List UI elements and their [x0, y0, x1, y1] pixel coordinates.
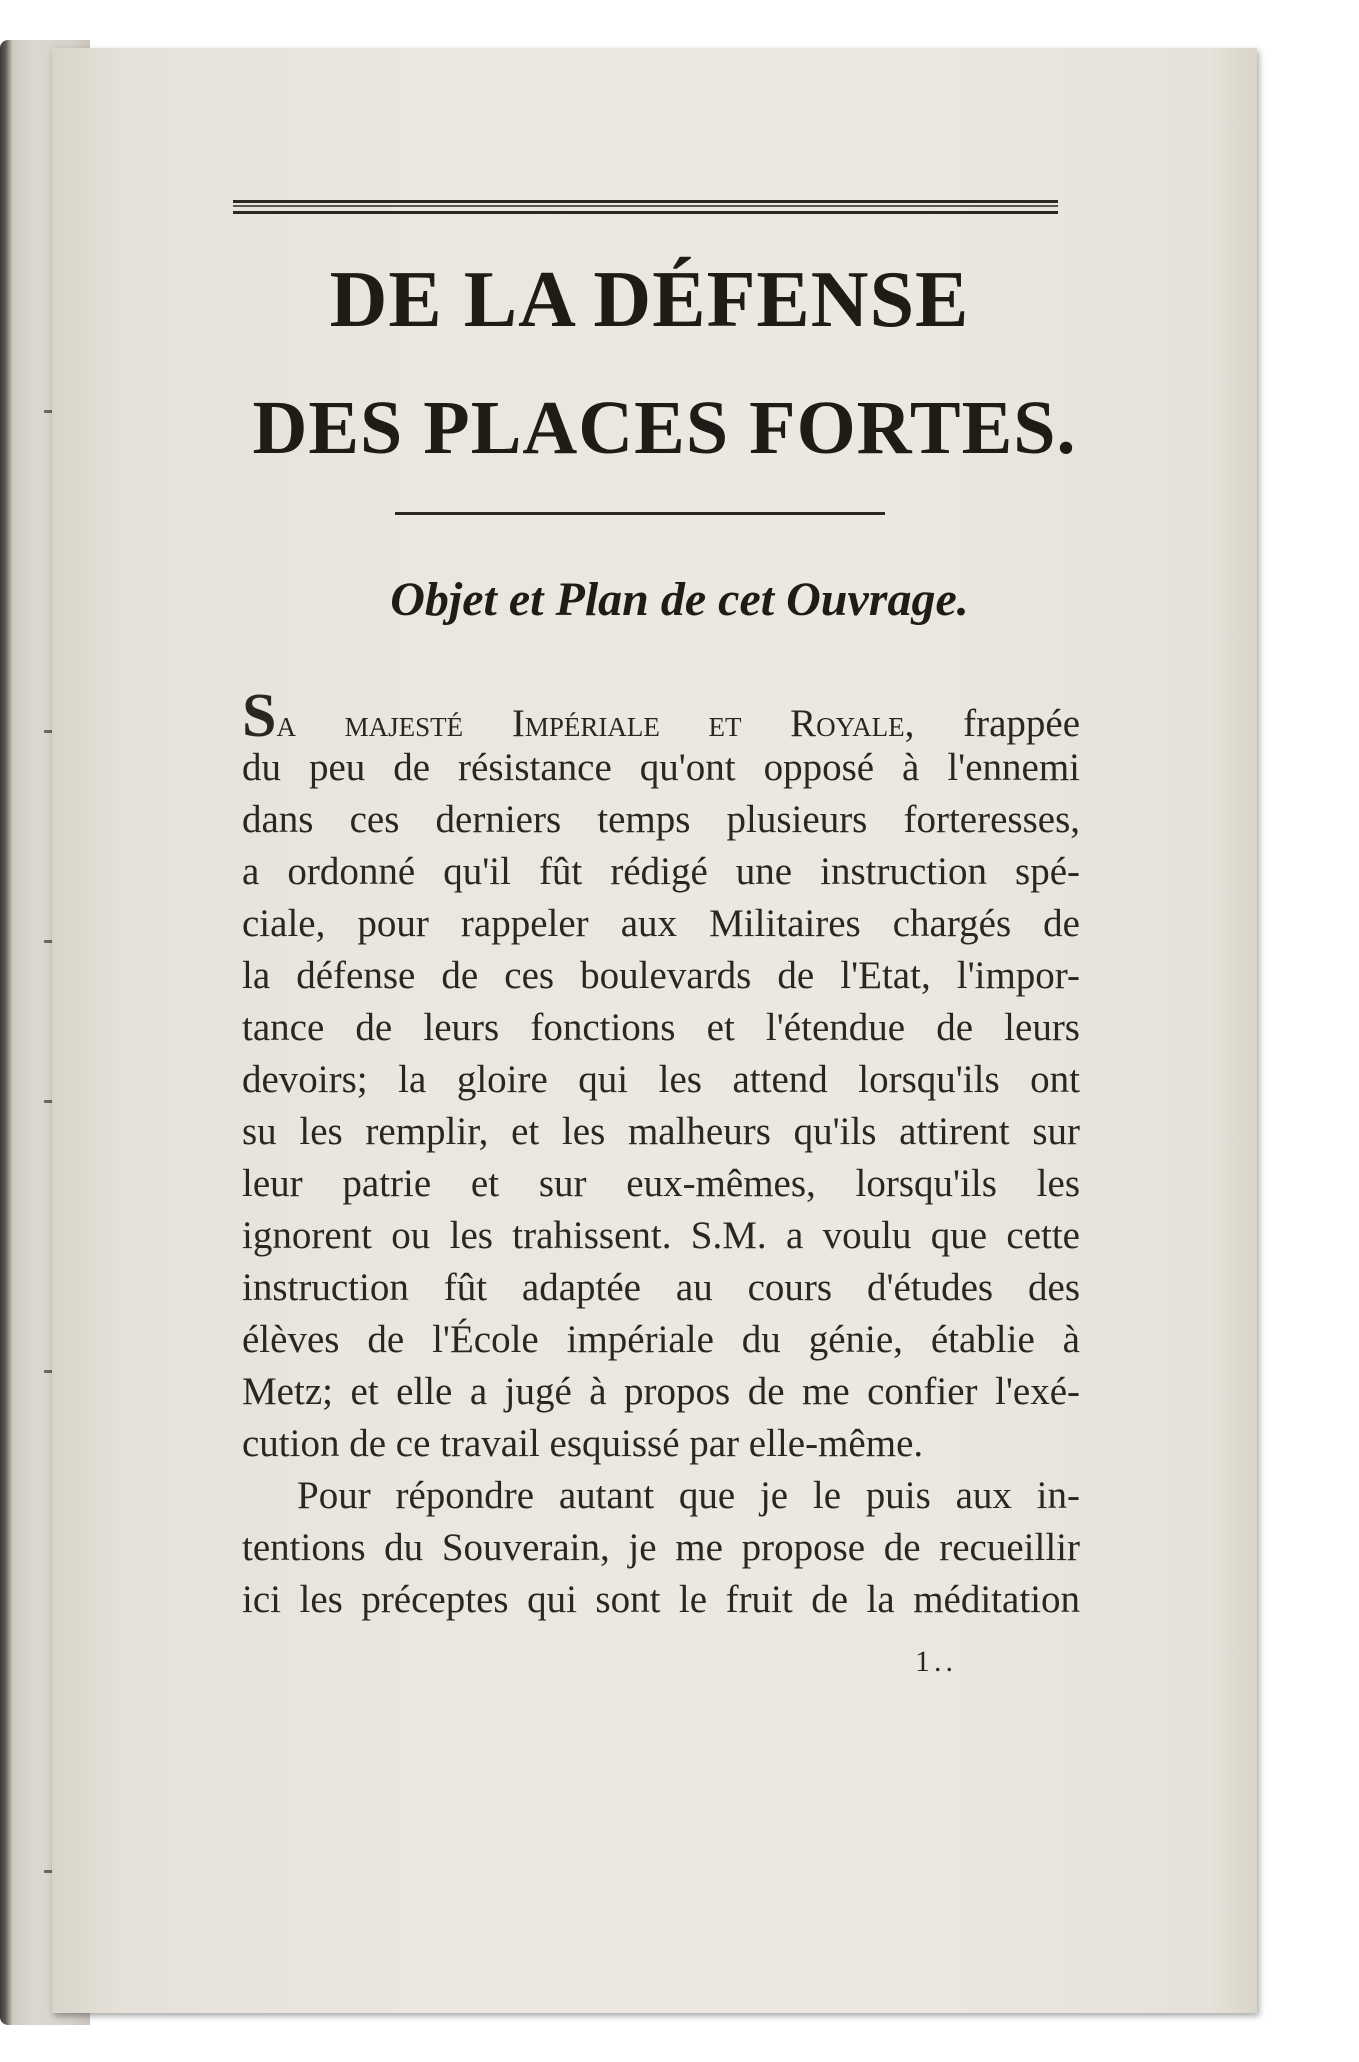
drop-cap: S [242, 682, 277, 750]
body-line: leur patrie et sur eux-mêmes, lorsqu'ils les [242, 1162, 1080, 1205]
body-line: Metz; et elle a jugé à propos de me confier l'exé- [242, 1370, 1080, 1413]
body-line: su les remplir, et les malheurs qu'ils attirent sur [242, 1110, 1080, 1153]
title-line-1: DE LA DÉFENSE [329, 256, 970, 344]
body-line: tentions du Souverain, je me propose de recueillir [242, 1526, 1080, 1569]
body-line: du peu de résistance qu'ont opposé à l'ennemi [242, 746, 1080, 789]
body-line: ici les préceptes qui sont le fruit de la méditation [242, 1578, 1080, 1621]
header-double-rule [233, 200, 1058, 214]
body-line: instruction fût adaptée au cours d'études des [242, 1266, 1080, 1309]
body-line: Pour répondre autant que je le puis aux in- [297, 1474, 1080, 1517]
body-line: dans ces derniers temps plusieurs forteresses, [242, 798, 1080, 841]
body-line: la défense de ces boulevards de l'Etat, l'impor- [242, 954, 1080, 997]
body-line: devoirs; la gloire qui les attend lorsqu'ils ont [242, 1058, 1080, 1101]
title-line-2: DES PLACES FORTES. [252, 386, 1077, 470]
body-line: élèves de l'École impériale du génie, établie à [242, 1318, 1080, 1361]
body-line: ciale, pour rappeler aux Militaires chargés de [242, 902, 1080, 945]
body-line [242, 682, 1081, 750]
body-text [242, 682, 1081, 1626]
body-line: cution de ce travail esquissé par elle-même. [242, 1422, 924, 1465]
body-line: ignorent ou les trahissent. S.M. a voulu que cette [242, 1214, 1080, 1257]
section-subtitle: Objet et Plan de cet Ouvrage. [390, 573, 969, 626]
smallcaps-run: a majesté Impériale et Royale [276, 702, 905, 745]
body-line: a ordonné qu'il fût rédigé une instruction spé- [242, 850, 1080, 893]
body-line: tance de leurs fonctions et l'étendue de leurs [242, 1006, 1080, 1049]
title-underline-rule [395, 512, 885, 515]
signature-mark: 1.. [915, 1645, 957, 1678]
first-line-rest: , frappée [904, 702, 1081, 745]
